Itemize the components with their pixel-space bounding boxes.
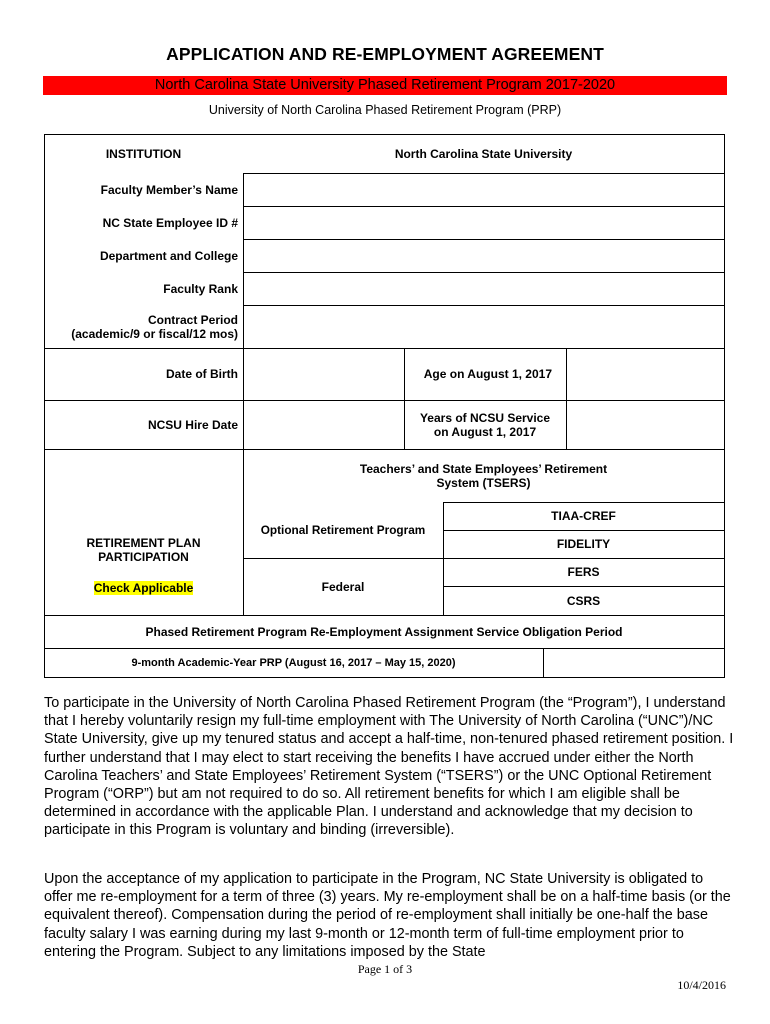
years-service-line-2: on August 1, 2017	[433, 424, 537, 439]
faculty-name-field[interactable]	[244, 174, 723, 205]
faculty-name-label: Faculty Member’s Name	[100, 182, 238, 197]
document-title: APPLICATION AND RE-EMPLOYMENT AGREEMENT	[166, 44, 604, 64]
faculty-rank-label: Faculty Rank	[163, 281, 238, 296]
department-field[interactable]	[244, 240, 723, 271]
employee-id-label: NC State Employee ID #	[102, 215, 238, 230]
tsers-line-2: System (TSERS)	[436, 475, 531, 490]
orp-label: Optional Retirement Program	[260, 523, 426, 537]
paragraph-participation: To participate in the University of North Carolina Phased Retirement Program (the “Program”), I understand that I hereby voluntarily resign my full-time employment with The University of North Carolina (“UNC”)/NC State University, give up my tenured status and accept a half-time, non-tenured phased retirement position. I further understand that I may elect to start receiving the benefits I have accrued under either the North Carolina Teachers’ and State Employees’ Retirement System (“TSERS”) or the UNC Optional Retirement Program (“ORP”) but am not required to do so. All retirement benefits for which I am eligible shall be determined in accordance with the applicable Plan. I understand and acknowledge that my decision to participate in this Program is voluntary and binding (irreversible).	[44, 695, 734, 839]
fidelity-option[interactable]: FIDELITY	[556, 537, 611, 551]
years-service-label	[404, 400, 566, 449]
retirement-plan-line-2: PARTICIPATION	[98, 550, 189, 564]
obligation-period-heading: Phased Retirement Program Re-Employment Assignment Service Obligation Period	[145, 624, 623, 639]
program-banner: North Carolina State University Phased Retirement Program 2017-2020	[43, 76, 727, 95]
employee-id-field[interactable]	[244, 207, 723, 238]
institution-label: INSTITUTION	[105, 146, 182, 161]
date-of-birth-field[interactable]	[244, 349, 403, 399]
years-service-line-1: Years of NCSU Service	[419, 410, 551, 425]
contract-period-line-2: (academic/9 or fiscal/12 mos)	[71, 326, 238, 341]
revision-date: 10/4/2016	[677, 978, 726, 992]
check-applicable-text: Check Applicable	[93, 581, 194, 595]
institution-value: North Carolina State University	[394, 146, 573, 161]
federal-label: Federal	[321, 579, 365, 594]
contract-period-label	[44, 305, 238, 348]
paragraph-reemployment: Upon the acceptance of my application to participate in the Program, NC State University is obligated to offer me re-employment for a term of three (3) years. My re-employment shall be on a half-time basis (or the equivalent thereof). Compensation during the period of re-employment shall initially be one-half the base faculty salary I was earning during my last 9-month or 12-month term of full-time employment prior to entering the Program. Subject to any limitations imposed by the State	[44, 871, 731, 960]
hire-date-field[interactable]	[244, 401, 403, 448]
hire-date-label: NCSU Hire Date	[147, 417, 238, 432]
csrs-option[interactable]: CSRS	[566, 593, 601, 608]
age-label: Age on August 1, 2017	[423, 367, 552, 381]
retirement-plan-label	[44, 530, 243, 570]
contract-period-field[interactable]	[244, 306, 723, 347]
tsers-option[interactable]	[243, 449, 724, 502]
faculty-rank-field[interactable]	[244, 273, 723, 304]
tiaa-cref-option[interactable]: TIAA-CREF	[551, 509, 616, 523]
fers-option[interactable]: FERS	[567, 565, 600, 579]
contract-period-line-1: Contract Period	[147, 312, 238, 327]
date-of-birth-label: Date of Birth	[166, 367, 238, 381]
department-label: Department and College	[99, 248, 238, 263]
page-number: Page 1 of 3	[357, 962, 413, 976]
prp-period-label: 9-month Academic-Year PRP (August 16, 2017 – May 15, 2020)	[131, 656, 456, 669]
prp-period-checkbox[interactable]	[544, 649, 723, 676]
tsers-line-1: Teachers’ and State Employees’ Retirement	[359, 461, 608, 476]
years-service-field[interactable]	[567, 401, 723, 448]
retirement-plan-line-1: RETIREMENT PLAN	[86, 536, 201, 550]
document-subtitle: University of North Carolina Phased Retirement Program (PRP)	[208, 103, 562, 117]
check-applicable-note	[44, 578, 243, 598]
age-field[interactable]	[567, 349, 723, 399]
